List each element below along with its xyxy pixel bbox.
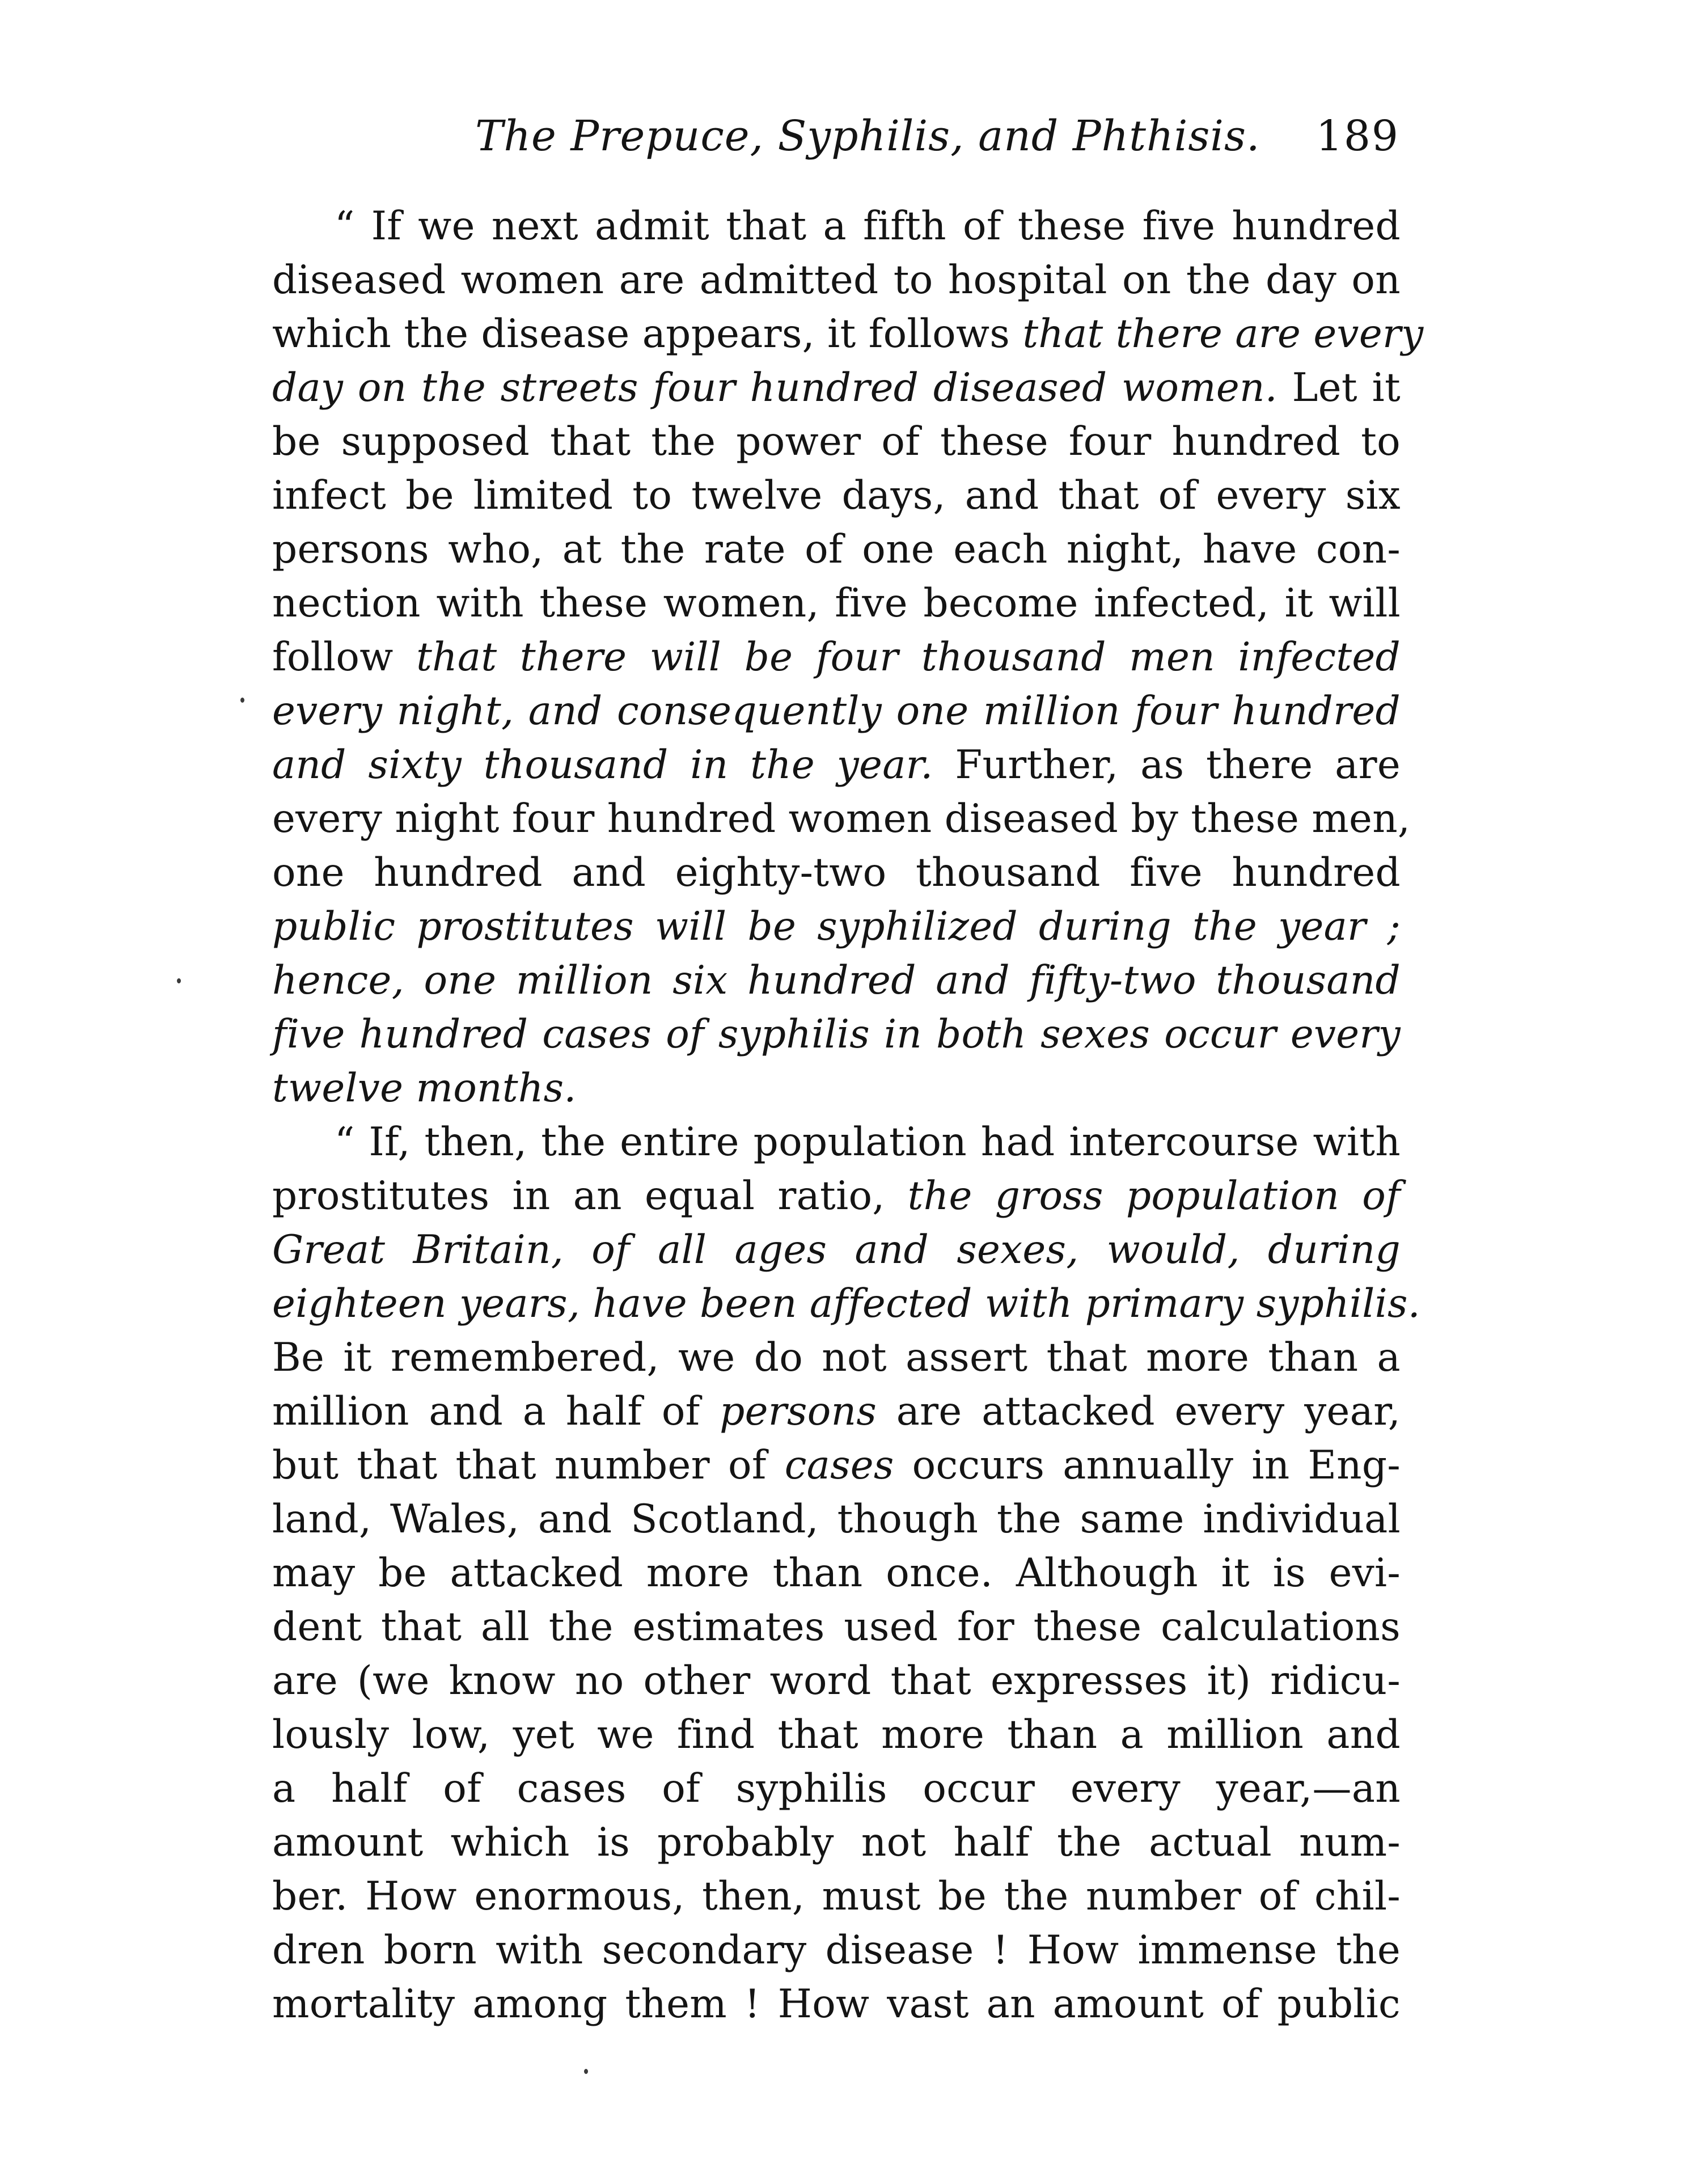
text-segment: be supposed that the power of these four hundred to — [272, 419, 1401, 464]
text-line — [272, 1978, 1401, 2031]
text-line — [272, 1008, 1401, 1062]
text-line — [272, 1223, 1401, 1277]
text-segment: are (we know no other word that expresses it) ridicu- — [272, 1658, 1401, 1704]
page-number: 189 — [1315, 112, 1399, 160]
text-segment: which the disease appears, it follows — [272, 311, 1023, 357]
text-segment: nection with these women, five become infected, it will — [272, 581, 1401, 626]
italic-text: cases — [784, 1443, 894, 1488]
italic-text: that there will be four thousand men infected — [416, 635, 1401, 680]
text-segment: diseased women are admitted to hospital on the day on — [272, 257, 1401, 303]
text-line — [272, 954, 1401, 1008]
margin-speck — [177, 978, 181, 983]
text-segment: every night four hundred women diseased by these men, — [272, 796, 1411, 842]
italic-text: the gross population of — [907, 1173, 1401, 1219]
italic-text: and sixty thousand in the year. — [272, 742, 933, 788]
text-line — [272, 1600, 1401, 1654]
text-line — [272, 631, 1401, 685]
text-line — [272, 523, 1401, 577]
text-line — [272, 307, 1424, 361]
italic-text: Great Britain, of all ages and sexes, would, during — [272, 1227, 1401, 1273]
text-segment: million and a half of — [272, 1389, 720, 1434]
italic-text: persons — [720, 1389, 877, 1434]
italic-text: that there are every — [1022, 311, 1424, 357]
text-line — [272, 1439, 1401, 1493]
text-line — [272, 469, 1401, 523]
text-line — [272, 1816, 1401, 1870]
text-line — [272, 1708, 1401, 1762]
text-line — [272, 361, 1401, 415]
italic-text: twelve months. — [272, 1066, 577, 1111]
text-segment: “ If we next admit that a fifth of these five hundred — [335, 204, 1401, 249]
text-line — [272, 200, 1401, 254]
italic-text: eighteen years, have been affected with primary syphilis. — [272, 1281, 1420, 1327]
text-line — [272, 1870, 1401, 1924]
text-segment: lously low, yet we find that more than a million and — [272, 1712, 1401, 1758]
text-segment: Further, as there are — [933, 742, 1401, 788]
text-line — [272, 685, 1401, 738]
text-segment: prostitutes in an equal ratio, — [272, 1173, 908, 1219]
body-text — [272, 200, 1424, 2031]
text-segment: are attacked every year, — [877, 1389, 1401, 1434]
text-line — [272, 577, 1401, 631]
text-segment: amount which is probably not half the actual num- — [272, 1820, 1401, 1865]
italic-text: five hundred cases of syphilis in both sexes occur every — [272, 1012, 1401, 1057]
text-segment: dent that all the estimates used for these calculations — [272, 1604, 1401, 1650]
italic-text: public prostitutes will be syphilized during the year ; — [272, 904, 1401, 949]
margin-speck — [584, 2069, 588, 2074]
text-line — [272, 738, 1401, 792]
text-segment: Be it remembered, we do not assert that more than a — [272, 1335, 1401, 1380]
text-segment: dren born with secondary disease ! How immense the — [272, 1928, 1401, 1973]
text-line — [272, 1277, 1420, 1331]
text-segment: may be attacked more than once. Although it is evi- — [272, 1551, 1401, 1596]
margin-speck — [240, 698, 244, 703]
text-segment: a half of cases of syphilis occur every year,—an — [272, 1766, 1401, 1811]
running-head — [271, 108, 1399, 170]
text-line — [272, 792, 1411, 846]
italic-text: every night, and consequently one million four hundred — [272, 688, 1401, 734]
text-segment: persons who, at the rate of one each night, have con- — [272, 527, 1401, 572]
text-line — [272, 900, 1401, 954]
text-line — [272, 1762, 1401, 1816]
text-segment: occurs annually in Eng- — [894, 1443, 1401, 1488]
text-line — [272, 1547, 1401, 1600]
text-line — [272, 254, 1401, 307]
text-line — [272, 1924, 1401, 1978]
italic-text: day on the streets four hundred diseased women. — [272, 365, 1278, 411]
text-line — [272, 1654, 1401, 1708]
text-segment: one hundred and eighty-two thousand five hundred — [272, 850, 1401, 895]
text-segment: mortality among them ! How vast an amount of public — [272, 1982, 1401, 2027]
text-segment: “ If, then, the entire population had intercourse with — [335, 1120, 1401, 1165]
text-segment: but that that number of — [272, 1443, 785, 1488]
text-line — [272, 846, 1401, 900]
text-line — [272, 1493, 1401, 1547]
text-line — [272, 1062, 1401, 1116]
running-title: The Prepuce, Syphilis, and Phthisis. — [475, 112, 1260, 160]
text-segment: follow — [272, 635, 417, 680]
text-line — [272, 1385, 1401, 1439]
italic-text: hence, one million six hundred and fifty-two thousand — [272, 958, 1401, 1003]
text-line — [272, 415, 1401, 469]
text-segment: ber. How enormous, then, must be the number of chil- — [272, 1874, 1401, 1919]
text-line — [272, 1116, 1401, 1169]
text-segment: Let it — [1278, 365, 1401, 411]
text-segment: infect be limited to twelve days, and that of every six — [272, 473, 1401, 518]
text-line — [272, 1169, 1401, 1223]
text-line — [272, 1331, 1401, 1385]
text-segment: land, Wales, and Scotland, though the same individual — [272, 1497, 1401, 1542]
